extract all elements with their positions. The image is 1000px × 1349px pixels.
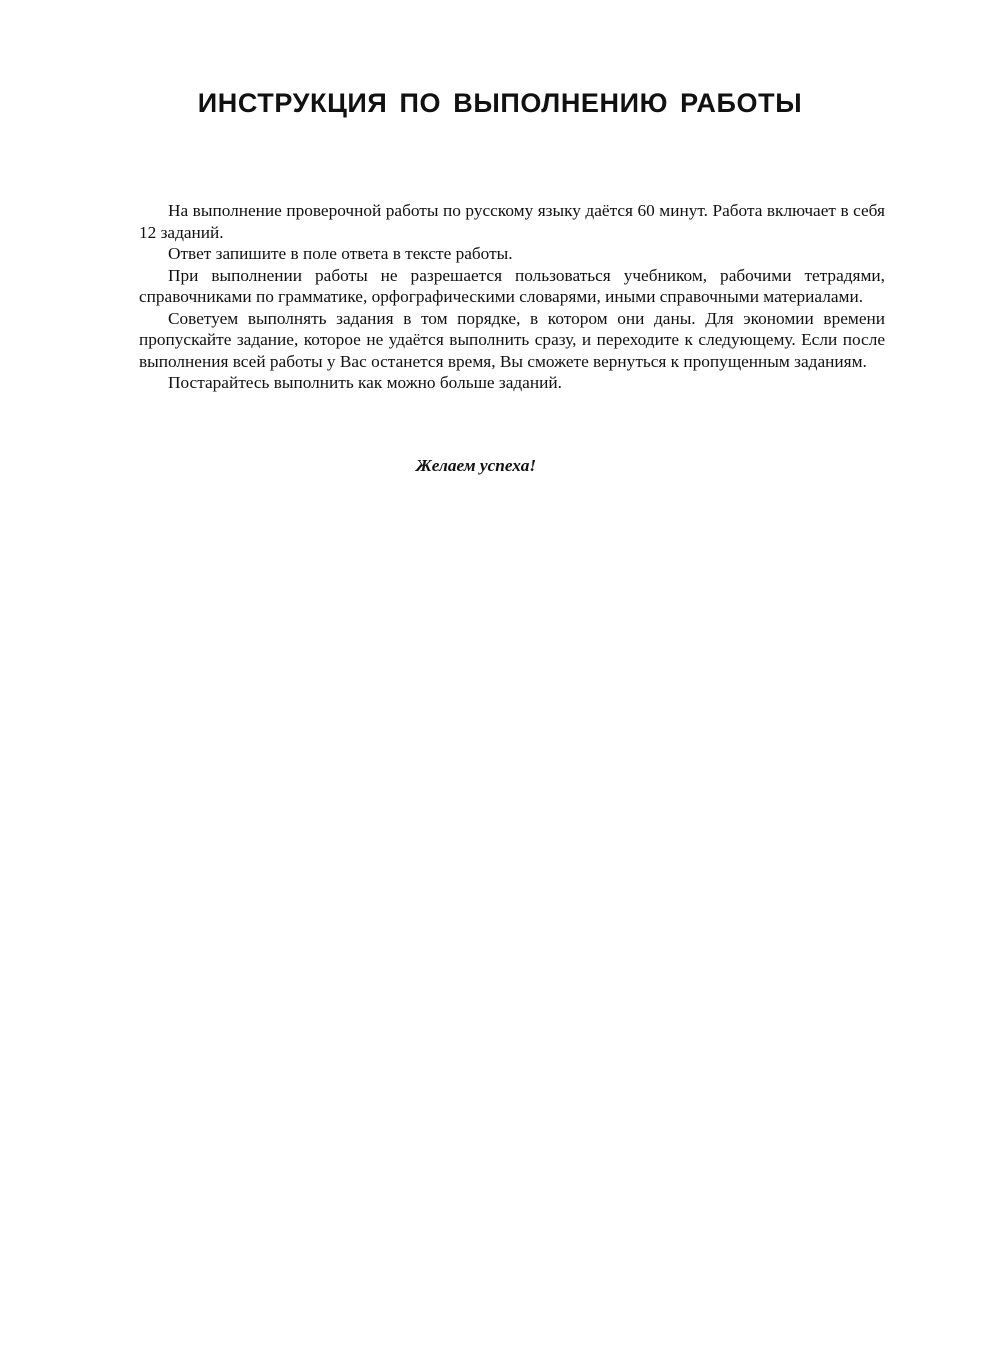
instructions-body bbox=[139, 200, 885, 394]
paragraph-answer-field: Ответ запишите в поле ответа в тексте работы. bbox=[168, 244, 513, 263]
page-title: ИНСТРУКЦИЯ ПО ВЫПОЛНЕНИЮ РАБОТЫ bbox=[197, 88, 803, 118]
closing-wish: Желаем успеха! bbox=[415, 456, 537, 475]
paragraph-advice-order: Советуем выполнять задания в том порядке, в котором они даны. Для экономии времени пропускайте задание, которое не удаётся выполнить сразу, и переходите к следующему. Если после выполнения всей работы у Вас останется время, Вы сможете вернуться к пропущенным заданиям. bbox=[139, 308, 885, 371]
paragraph-restrictions: При выполнении работы не разрешается пользоваться учебником, рабочими тетрадями, справочниками по грамматике, орфографическими словарями, иными справочными материалами. bbox=[139, 265, 885, 306]
paragraph-time-limit: На выполнение проверочной работы по русскому языку даётся 60 минут. Работа включает в себя 12 заданий. bbox=[139, 201, 885, 242]
paragraph-encouragement: Постарайтесь выполнить как можно больше заданий. bbox=[168, 373, 562, 392]
